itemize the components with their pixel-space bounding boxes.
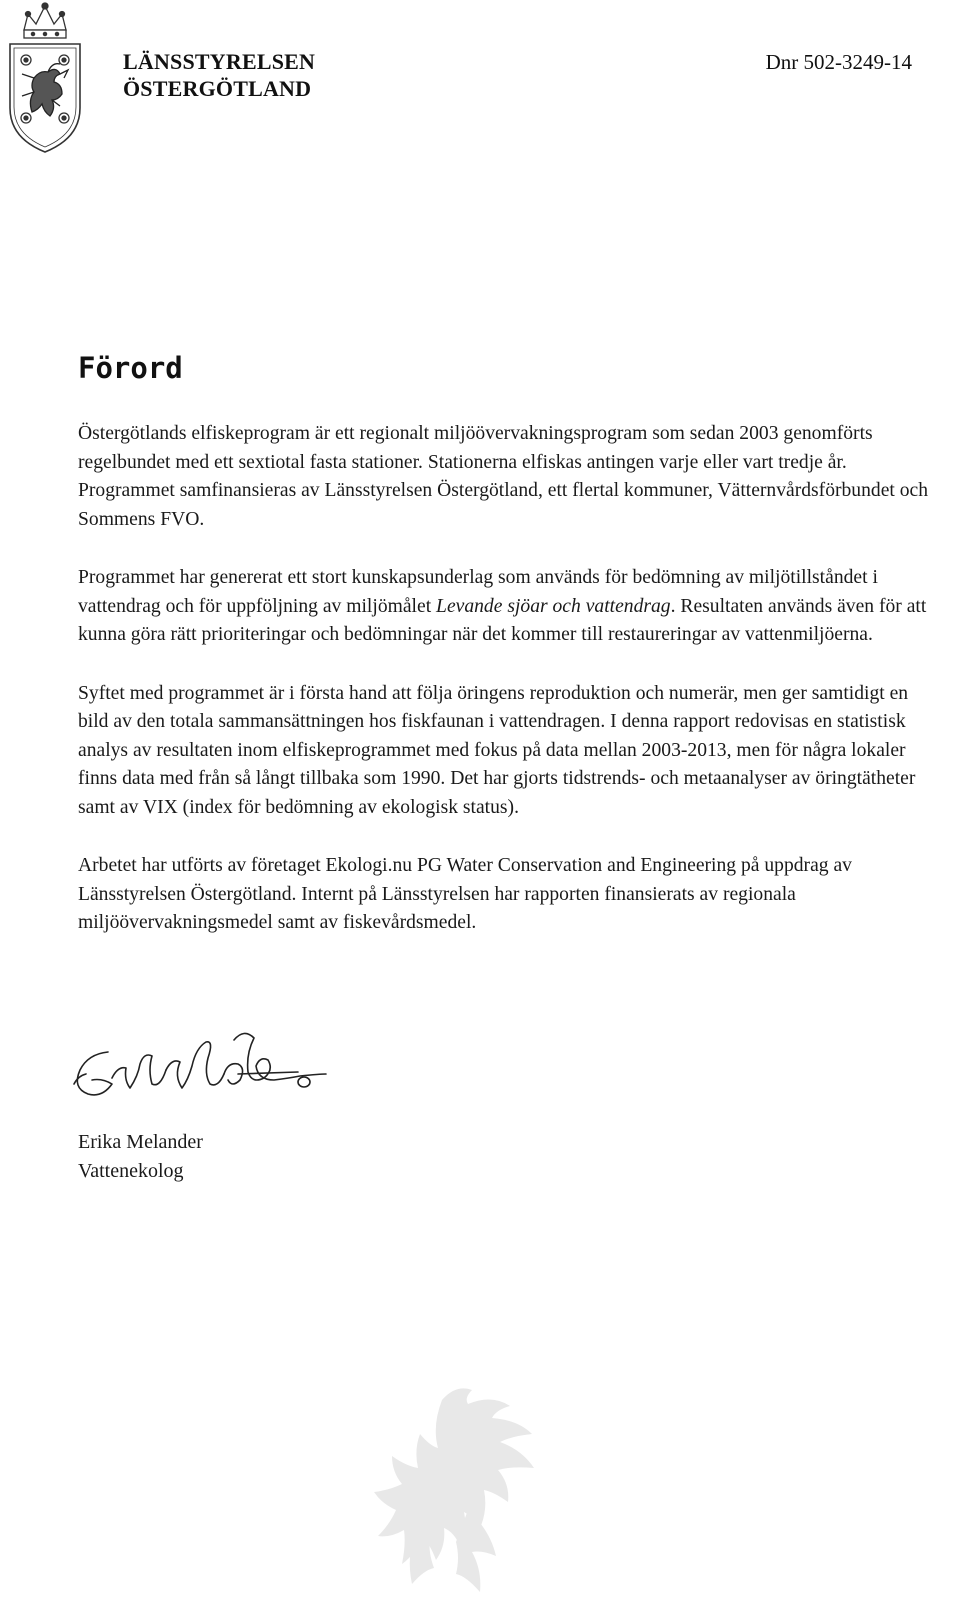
handwritten-signature (68, 1018, 338, 1118)
paragraph-4: Arbetet har utförts av företaget Ekologi.nu PG Water Conservation and Engineering på uppdrag av Länsstyrelsen Östergötland. Internt på Länsstyrelsen har rapporten finansierats av regionala miljöövervakningsmedel samt av fiskevårdsmedel. (78, 855, 852, 933)
page-title: Förord (78, 351, 183, 385)
paragraph-2 (78, 564, 940, 650)
paragraph-2-text-start: Programmet har genererat ett stort kunskapsunderlag som används för bedömning av miljötillståndet i vattendrag och för uppföljning av miljömålet (78, 567, 878, 617)
document-number: Dnr 502-3249-14 (765, 50, 912, 74)
paragraph-2-goal-name: Levande sjöar och vattendrag (436, 595, 671, 617)
organization-name-line1: LÄNSSTYRELSEN (123, 49, 316, 74)
signer-role: Vattenekolog (78, 1160, 184, 1182)
signer-name: Erika Melander (78, 1131, 203, 1153)
paragraph-2-text-end: . Resultaten används även för att kunna göra rätt prioriteringar och bedömningar när det kommer till restaureringar av vattenmiljöerna. (78, 595, 927, 645)
signature-block (78, 1128, 203, 1186)
coat-of-arms-icon (4, 0, 86, 156)
paragraph-3: Syftet med programmet är i första hand att följa öringens reproduktion och numerär, men ger samtidigt en bild av den totala sammansättningen hos fiskfaunan i vattendragen. I denna rapport redovisas en statistisk analys av resultaten inom elfiskeprogrammet med fokus på data mellan 2003-2013, men för några lokaler finns data med från så långt tillbaka som 1990. Det har gjorts tidstrends- och metaanalyser av öringtätheter samt av VIX (index för bedömning av ekologisk status). (78, 682, 916, 818)
body-text (78, 420, 940, 968)
organization-name (123, 48, 315, 102)
paragraph-1: Östergötlands elfiskeprogram är ett regionalt miljöövervakningsprogram som sedan 2003 genomförts regelbundet med ett sextiotal fasta stationer. Stationerna elfiskas antingen varje eller vart tredje år. Programmet samfinansieras av Länsstyrelsen Östergötland, ett flertal kommuner, Vätternvårdsförbundet och Sommens FVO. (78, 423, 929, 530)
organization-name-line2: ÖSTERGÖTLAND (123, 76, 312, 101)
griffin-watermark-icon (372, 1380, 567, 1605)
